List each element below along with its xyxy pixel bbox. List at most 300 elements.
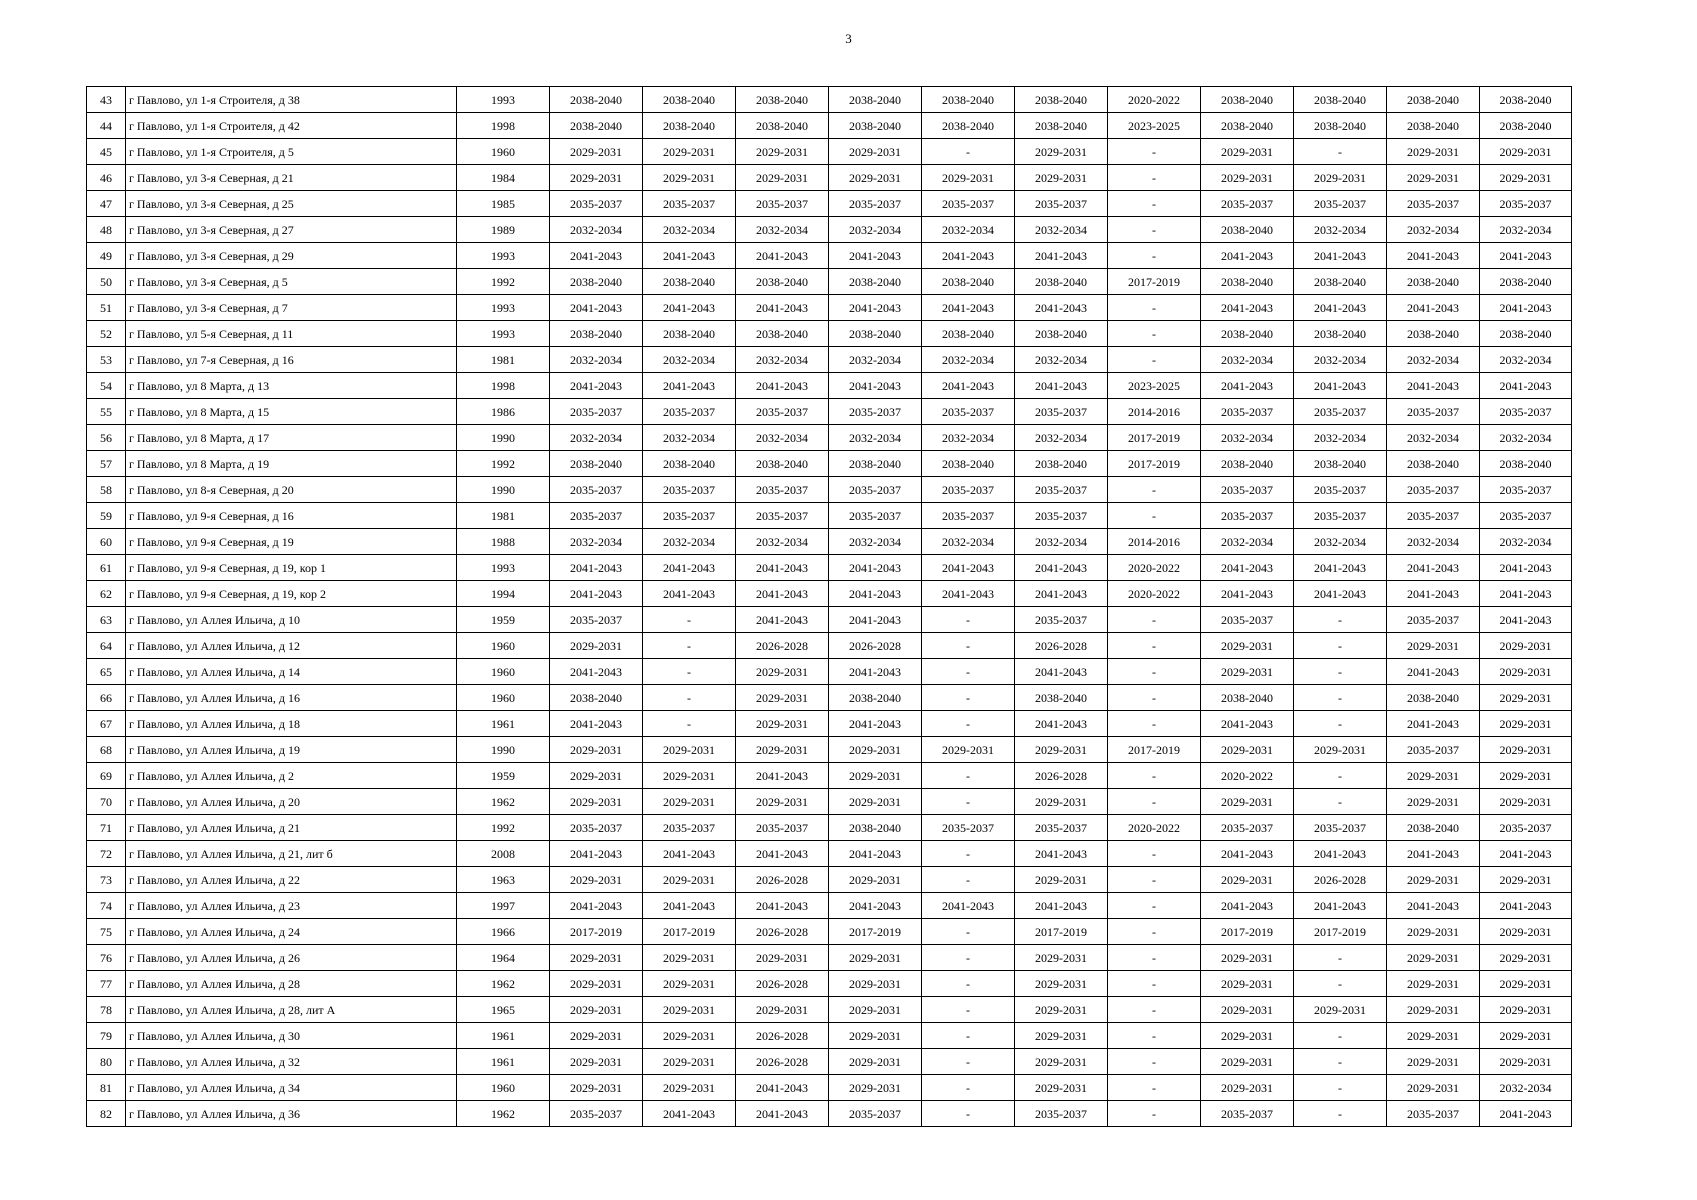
period-cell-1: 2029-2031 <box>550 1023 643 1049</box>
build-year-cell: 1963 <box>457 867 550 893</box>
period-cell-7: - <box>1108 919 1201 945</box>
period-cell-6: 2041-2043 <box>1015 711 1108 737</box>
period-cell-5: - <box>922 971 1015 997</box>
period-cell-1: 2035-2037 <box>550 815 643 841</box>
row-number-cell: 56 <box>87 425 126 451</box>
period-cell-11: 2038-2040 <box>1480 269 1572 295</box>
period-cell-4: 2029-2031 <box>829 867 922 893</box>
period-cell-11: 2029-2031 <box>1480 763 1572 789</box>
period-cell-1: 2035-2037 <box>550 477 643 503</box>
build-year-cell: 1994 <box>457 581 550 607</box>
period-cell-3: 2038-2040 <box>736 113 829 139</box>
period-cell-8: 2041-2043 <box>1201 555 1294 581</box>
period-cell-6: 2035-2037 <box>1015 191 1108 217</box>
address-cell: г Павлово, ул 3-я Северная, д 27 <box>126 217 457 243</box>
row-number-cell: 50 <box>87 269 126 295</box>
period-cell-1: 2029-2031 <box>550 1049 643 1075</box>
period-cell-8: 2038-2040 <box>1201 451 1294 477</box>
period-cell-5: 2029-2031 <box>922 737 1015 763</box>
build-year-cell: 1961 <box>457 711 550 737</box>
period-cell-11: 2032-2034 <box>1480 1075 1572 1101</box>
period-cell-2: 2041-2043 <box>643 243 736 269</box>
table-row <box>87 633 1572 659</box>
period-cell-1: 2038-2040 <box>550 685 643 711</box>
period-cell-11: 2041-2043 <box>1480 893 1572 919</box>
table-row <box>87 529 1572 555</box>
period-cell-2: 2041-2043 <box>643 893 736 919</box>
row-number-cell: 69 <box>87 763 126 789</box>
period-cell-4: 2041-2043 <box>829 659 922 685</box>
period-cell-7: - <box>1108 477 1201 503</box>
period-cell-4: 2041-2043 <box>829 295 922 321</box>
period-cell-5: - <box>922 1101 1015 1127</box>
address-cell: г Павлово, ул 8 Марта, д 15 <box>126 399 457 425</box>
period-cell-5: 2035-2037 <box>922 399 1015 425</box>
period-cell-9: - <box>1294 1049 1387 1075</box>
row-number-cell: 57 <box>87 451 126 477</box>
table-row <box>87 1023 1572 1049</box>
row-number-cell: 67 <box>87 711 126 737</box>
period-cell-5: - <box>922 1023 1015 1049</box>
period-cell-1: 2038-2040 <box>550 113 643 139</box>
period-cell-4: 2032-2034 <box>829 425 922 451</box>
build-year-cell: 1961 <box>457 1023 550 1049</box>
address-cell: г Павлово, ул Аллея Ильича, д 21, лит б <box>126 841 457 867</box>
row-number-cell: 77 <box>87 971 126 997</box>
period-cell-4: 2041-2043 <box>829 243 922 269</box>
period-cell-11: 2029-2031 <box>1480 1049 1572 1075</box>
period-cell-6: 2041-2043 <box>1015 581 1108 607</box>
period-cell-10: 2038-2040 <box>1387 87 1480 113</box>
period-cell-7: - <box>1108 295 1201 321</box>
row-number-cell: 43 <box>87 87 126 113</box>
period-cell-9: 2041-2043 <box>1294 295 1387 321</box>
period-cell-5: 2038-2040 <box>922 451 1015 477</box>
period-cell-3: 2041-2043 <box>736 841 829 867</box>
period-cell-2: 2038-2040 <box>643 113 736 139</box>
period-cell-9: 2038-2040 <box>1294 113 1387 139</box>
table-row <box>87 477 1572 503</box>
period-cell-3: 2038-2040 <box>736 87 829 113</box>
period-cell-1: 2029-2031 <box>550 971 643 997</box>
table-row <box>87 425 1572 451</box>
period-cell-2: 2029-2031 <box>643 971 736 997</box>
row-number-cell: 52 <box>87 321 126 347</box>
period-cell-5: - <box>922 789 1015 815</box>
period-cell-4: 2038-2040 <box>829 269 922 295</box>
period-cell-6: 2041-2043 <box>1015 893 1108 919</box>
period-cell-4: 2029-2031 <box>829 1049 922 1075</box>
period-cell-1: 2029-2031 <box>550 737 643 763</box>
period-cell-2: 2035-2037 <box>643 503 736 529</box>
period-cell-9: 2041-2043 <box>1294 555 1387 581</box>
period-cell-11: 2041-2043 <box>1480 555 1572 581</box>
build-year-cell: 1990 <box>457 737 550 763</box>
period-cell-11: 2029-2031 <box>1480 789 1572 815</box>
period-cell-8: 2038-2040 <box>1201 321 1294 347</box>
period-cell-11: 2041-2043 <box>1480 1101 1572 1127</box>
period-cell-9: 2035-2037 <box>1294 503 1387 529</box>
period-cell-11: 2038-2040 <box>1480 113 1572 139</box>
period-cell-8: 2029-2031 <box>1201 867 1294 893</box>
period-cell-4: 2041-2043 <box>829 711 922 737</box>
period-cell-5: - <box>922 607 1015 633</box>
build-year-cell: 1990 <box>457 477 550 503</box>
period-cell-9: - <box>1294 633 1387 659</box>
period-cell-2: - <box>643 659 736 685</box>
address-cell: г Павлово, ул 1-я Строителя, д 38 <box>126 87 457 113</box>
period-cell-10: 2038-2040 <box>1387 321 1480 347</box>
period-cell-6: 2038-2040 <box>1015 87 1108 113</box>
build-year-cell: 1986 <box>457 399 550 425</box>
period-cell-1: 2032-2034 <box>550 347 643 373</box>
period-cell-5: 2032-2034 <box>922 217 1015 243</box>
period-cell-3: 2038-2040 <box>736 451 829 477</box>
period-cell-3: 2032-2034 <box>736 425 829 451</box>
period-cell-7: - <box>1108 867 1201 893</box>
table-row <box>87 243 1572 269</box>
period-cell-6: 2041-2043 <box>1015 841 1108 867</box>
build-year-cell: 1962 <box>457 789 550 815</box>
period-cell-4: 2041-2043 <box>829 607 922 633</box>
period-cell-9: 2026-2028 <box>1294 867 1387 893</box>
period-cell-9: - <box>1294 945 1387 971</box>
period-cell-9: 2035-2037 <box>1294 191 1387 217</box>
period-cell-9: 2035-2037 <box>1294 399 1387 425</box>
period-cell-1: 2029-2031 <box>550 139 643 165</box>
address-cell: г Павлово, ул 1-я Строителя, д 42 <box>126 113 457 139</box>
table-row <box>87 607 1572 633</box>
period-cell-4: 2026-2028 <box>829 633 922 659</box>
row-number-cell: 55 <box>87 399 126 425</box>
period-cell-6: 2035-2037 <box>1015 399 1108 425</box>
table-row <box>87 893 1572 919</box>
period-cell-2: 2017-2019 <box>643 919 736 945</box>
table-row <box>87 581 1572 607</box>
period-cell-2: 2038-2040 <box>643 451 736 477</box>
period-cell-9: 2038-2040 <box>1294 87 1387 113</box>
address-cell: г Павлово, ул 9-я Северная, д 16 <box>126 503 457 529</box>
period-cell-7: - <box>1108 841 1201 867</box>
period-cell-11: 2041-2043 <box>1480 373 1572 399</box>
period-cell-4: 2017-2019 <box>829 919 922 945</box>
row-number-cell: 79 <box>87 1023 126 1049</box>
address-cell: г Павлово, ул 7-я Северная, д 16 <box>126 347 457 373</box>
period-cell-9: 2032-2034 <box>1294 425 1387 451</box>
period-cell-3: 2041-2043 <box>736 581 829 607</box>
row-number-cell: 45 <box>87 139 126 165</box>
period-cell-11: 2038-2040 <box>1480 321 1572 347</box>
period-cell-5: - <box>922 711 1015 737</box>
row-number-cell: 71 <box>87 815 126 841</box>
period-cell-9: - <box>1294 1075 1387 1101</box>
period-cell-5: 2038-2040 <box>922 269 1015 295</box>
period-cell-4: 2029-2031 <box>829 1075 922 1101</box>
period-cell-11: 2029-2031 <box>1480 685 1572 711</box>
period-cell-9: - <box>1294 139 1387 165</box>
period-cell-5: - <box>922 139 1015 165</box>
row-number-cell: 68 <box>87 737 126 763</box>
period-cell-10: 2041-2043 <box>1387 711 1480 737</box>
period-cell-1: 2041-2043 <box>550 659 643 685</box>
table-row <box>87 867 1572 893</box>
row-number-cell: 70 <box>87 789 126 815</box>
row-number-cell: 51 <box>87 295 126 321</box>
period-cell-9: 2035-2037 <box>1294 477 1387 503</box>
address-cell: г Павлово, ул Аллея Ильича, д 2 <box>126 763 457 789</box>
row-number-cell: 74 <box>87 893 126 919</box>
period-cell-3: 2035-2037 <box>736 191 829 217</box>
period-cell-8: 2038-2040 <box>1201 113 1294 139</box>
period-cell-3: 2029-2031 <box>736 997 829 1023</box>
period-cell-8: 2029-2031 <box>1201 633 1294 659</box>
period-cell-11: 2029-2031 <box>1480 867 1572 893</box>
period-cell-2: 2038-2040 <box>643 269 736 295</box>
period-cell-4: 2029-2031 <box>829 763 922 789</box>
period-cell-5: 2041-2043 <box>922 581 1015 607</box>
period-cell-3: 2041-2043 <box>736 1075 829 1101</box>
period-cell-8: 2029-2031 <box>1201 659 1294 685</box>
period-cell-9: - <box>1294 789 1387 815</box>
period-cell-11: 2041-2043 <box>1480 243 1572 269</box>
period-cell-1: 2029-2031 <box>550 867 643 893</box>
period-cell-8: 2029-2031 <box>1201 1075 1294 1101</box>
period-cell-11: 2035-2037 <box>1480 815 1572 841</box>
period-cell-11: 2029-2031 <box>1480 633 1572 659</box>
period-cell-8: 2035-2037 <box>1201 815 1294 841</box>
period-cell-11: 2035-2037 <box>1480 477 1572 503</box>
build-year-cell: 1981 <box>457 347 550 373</box>
period-cell-1: 2041-2043 <box>550 555 643 581</box>
build-year-cell: 1993 <box>457 243 550 269</box>
period-cell-10: 2038-2040 <box>1387 815 1480 841</box>
address-cell: г Павлово, ул Аллея Ильича, д 10 <box>126 607 457 633</box>
period-cell-4: 2041-2043 <box>829 373 922 399</box>
period-cell-5: 2035-2037 <box>922 191 1015 217</box>
build-year-cell: 1988 <box>457 529 550 555</box>
period-cell-6: 2041-2043 <box>1015 295 1108 321</box>
row-number-cell: 58 <box>87 477 126 503</box>
period-cell-1: 2029-2031 <box>550 945 643 971</box>
build-year-cell: 1984 <box>457 165 550 191</box>
period-cell-7: - <box>1108 503 1201 529</box>
period-cell-5: 2035-2037 <box>922 503 1015 529</box>
period-cell-8: 2041-2043 <box>1201 893 1294 919</box>
period-cell-7: - <box>1108 347 1201 373</box>
period-cell-3: 2026-2028 <box>736 867 829 893</box>
period-cell-5: - <box>922 685 1015 711</box>
row-number-cell: 66 <box>87 685 126 711</box>
period-cell-5: - <box>922 659 1015 685</box>
period-cell-8: 2032-2034 <box>1201 425 1294 451</box>
period-cell-10: 2029-2031 <box>1387 139 1480 165</box>
period-cell-9: 2032-2034 <box>1294 217 1387 243</box>
period-cell-7: 2020-2022 <box>1108 815 1201 841</box>
period-cell-6: 2035-2037 <box>1015 503 1108 529</box>
period-cell-11: 2032-2034 <box>1480 347 1572 373</box>
period-cell-5: 2041-2043 <box>922 243 1015 269</box>
address-cell: г Павлово, ул Аллея Ильича, д 22 <box>126 867 457 893</box>
period-cell-7: - <box>1108 971 1201 997</box>
address-cell: г Павлово, ул 8 Марта, д 17 <box>126 425 457 451</box>
period-cell-3: 2041-2043 <box>736 1101 829 1127</box>
build-year-cell: 1960 <box>457 1075 550 1101</box>
row-number-cell: 78 <box>87 997 126 1023</box>
period-cell-5: - <box>922 919 1015 945</box>
period-cell-6: 2041-2043 <box>1015 373 1108 399</box>
period-cell-6: 2032-2034 <box>1015 529 1108 555</box>
period-cell-2: 2032-2034 <box>643 217 736 243</box>
build-year-cell: 1960 <box>457 659 550 685</box>
period-cell-5: 2041-2043 <box>922 373 1015 399</box>
address-cell: г Павлово, ул 1-я Строителя, д 5 <box>126 139 457 165</box>
period-cell-1: 2032-2034 <box>550 217 643 243</box>
row-number-cell: 72 <box>87 841 126 867</box>
period-cell-8: 2038-2040 <box>1201 87 1294 113</box>
build-year-cell: 1962 <box>457 1101 550 1127</box>
address-cell: г Павлово, ул Аллея Ильича, д 30 <box>126 1023 457 1049</box>
period-cell-2: 2041-2043 <box>643 295 736 321</box>
period-cell-10: 2032-2034 <box>1387 347 1480 373</box>
period-cell-11: 2035-2037 <box>1480 399 1572 425</box>
period-cell-2: 2035-2037 <box>643 477 736 503</box>
build-year-cell: 1981 <box>457 503 550 529</box>
period-cell-2: 2029-2031 <box>643 789 736 815</box>
period-cell-9: - <box>1294 1023 1387 1049</box>
period-cell-3: 2026-2028 <box>736 1049 829 1075</box>
period-cell-9: - <box>1294 659 1387 685</box>
period-cell-10: 2029-2031 <box>1387 945 1480 971</box>
period-cell-5: - <box>922 867 1015 893</box>
build-year-cell: 1993 <box>457 555 550 581</box>
row-number-cell: 61 <box>87 555 126 581</box>
period-cell-8: 2029-2031 <box>1201 1049 1294 1075</box>
period-cell-5: - <box>922 1075 1015 1101</box>
period-cell-10: 2029-2031 <box>1387 971 1480 997</box>
build-year-cell: 1990 <box>457 425 550 451</box>
period-cell-5: - <box>922 841 1015 867</box>
table-row <box>87 191 1572 217</box>
period-cell-11: 2029-2031 <box>1480 997 1572 1023</box>
period-cell-9: 2029-2031 <box>1294 997 1387 1023</box>
table-row <box>87 815 1572 841</box>
build-year-cell: 1985 <box>457 191 550 217</box>
build-year-cell: 1959 <box>457 763 550 789</box>
period-cell-8: 2029-2031 <box>1201 997 1294 1023</box>
period-cell-6: 2029-2031 <box>1015 945 1108 971</box>
period-cell-10: 2029-2031 <box>1387 919 1480 945</box>
period-cell-4: 2035-2037 <box>829 503 922 529</box>
period-cell-6: 2017-2019 <box>1015 919 1108 945</box>
period-cell-9: 2038-2040 <box>1294 321 1387 347</box>
period-cell-5: 2032-2034 <box>922 347 1015 373</box>
period-cell-4: 2041-2043 <box>829 841 922 867</box>
period-cell-3: 2038-2040 <box>736 321 829 347</box>
period-cell-8: 2035-2037 <box>1201 191 1294 217</box>
period-cell-8: 2041-2043 <box>1201 295 1294 321</box>
build-year-cell: 1993 <box>457 321 550 347</box>
period-cell-4: 2035-2037 <box>829 477 922 503</box>
address-cell: г Павлово, ул 8 Марта, д 19 <box>126 451 457 477</box>
period-cell-1: 2029-2031 <box>550 789 643 815</box>
period-cell-4: 2041-2043 <box>829 555 922 581</box>
address-cell: г Павлово, ул 3-я Северная, д 29 <box>126 243 457 269</box>
period-cell-8: 2041-2043 <box>1201 243 1294 269</box>
period-cell-5: 2038-2040 <box>922 321 1015 347</box>
period-cell-3: 2026-2028 <box>736 919 829 945</box>
row-number-cell: 81 <box>87 1075 126 1101</box>
address-cell: г Павлово, ул 3-я Северная, д 7 <box>126 295 457 321</box>
row-number-cell: 49 <box>87 243 126 269</box>
period-cell-2: - <box>643 633 736 659</box>
period-cell-2: - <box>643 711 736 737</box>
period-cell-1: 2041-2043 <box>550 373 643 399</box>
period-cell-7: - <box>1108 659 1201 685</box>
period-cell-2: 2041-2043 <box>643 1101 736 1127</box>
period-cell-10: 2035-2037 <box>1387 607 1480 633</box>
period-cell-5: 2035-2037 <box>922 815 1015 841</box>
period-cell-1: 2035-2037 <box>550 503 643 529</box>
period-cell-7: 2023-2025 <box>1108 113 1201 139</box>
address-cell: г Павлово, ул Аллея Ильича, д 18 <box>126 711 457 737</box>
period-cell-1: 2041-2043 <box>550 581 643 607</box>
period-cell-9: - <box>1294 763 1387 789</box>
period-cell-3: 2026-2028 <box>736 1023 829 1049</box>
period-cell-7: - <box>1108 685 1201 711</box>
period-cell-10: 2041-2043 <box>1387 555 1480 581</box>
period-cell-3: 2041-2043 <box>736 763 829 789</box>
period-cell-3: 2026-2028 <box>736 971 829 997</box>
address-cell: г Павлово, ул Аллея Ильича, д 28, лит А <box>126 997 457 1023</box>
address-cell: г Павлово, ул 3-я Северная, д 25 <box>126 191 457 217</box>
period-cell-1: 2041-2043 <box>550 295 643 321</box>
period-cell-6: 2029-2031 <box>1015 139 1108 165</box>
row-number-cell: 64 <box>87 633 126 659</box>
address-cell: г Павлово, ул Аллея Ильича, д 21 <box>126 815 457 841</box>
period-cell-7: 2014-2016 <box>1108 399 1201 425</box>
row-number-cell: 44 <box>87 113 126 139</box>
period-cell-7: - <box>1108 1075 1201 1101</box>
build-year-cell: 1960 <box>457 633 550 659</box>
period-cell-4: 2029-2031 <box>829 997 922 1023</box>
period-cell-3: 2029-2031 <box>736 711 829 737</box>
table-row <box>87 971 1572 997</box>
period-cell-10: 2041-2043 <box>1387 243 1480 269</box>
period-cell-10: 2035-2037 <box>1387 737 1480 763</box>
period-cell-6: 2032-2034 <box>1015 347 1108 373</box>
period-cell-2: 2032-2034 <box>643 347 736 373</box>
period-cell-2: 2029-2031 <box>643 1049 736 1075</box>
period-cell-7: 2023-2025 <box>1108 373 1201 399</box>
period-cell-7: - <box>1108 139 1201 165</box>
period-cell-7: - <box>1108 243 1201 269</box>
period-cell-4: 2032-2034 <box>829 529 922 555</box>
period-cell-11: 2032-2034 <box>1480 529 1572 555</box>
period-cell-10: 2032-2034 <box>1387 425 1480 451</box>
period-cell-9: - <box>1294 685 1387 711</box>
period-cell-11: 2029-2031 <box>1480 659 1572 685</box>
build-year-cell: 1959 <box>457 607 550 633</box>
repair-schedule-table <box>86 86 1572 1127</box>
period-cell-9: 2038-2040 <box>1294 269 1387 295</box>
period-cell-6: 2029-2031 <box>1015 997 1108 1023</box>
period-cell-2: 2029-2031 <box>643 1075 736 1101</box>
period-cell-7: 2017-2019 <box>1108 425 1201 451</box>
period-cell-4: 2032-2034 <box>829 217 922 243</box>
table-row <box>87 295 1572 321</box>
table-row <box>87 997 1572 1023</box>
period-cell-10: 2041-2043 <box>1387 373 1480 399</box>
